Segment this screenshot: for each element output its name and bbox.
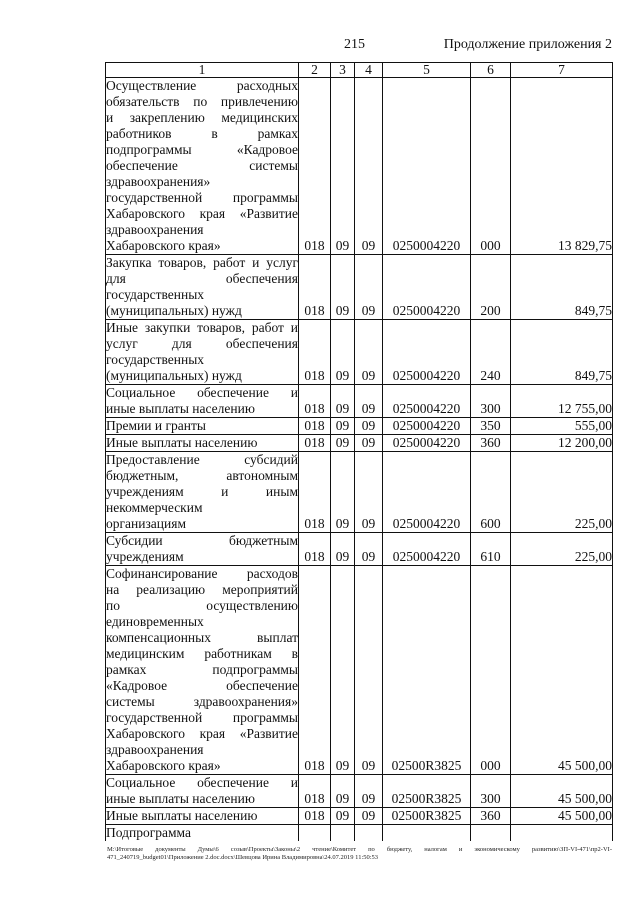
expense-name-cell <box>106 452 299 533</box>
amount-cell: 849,75 <box>511 320 613 385</box>
expense-name-line: Иные выплаты населению <box>106 808 258 823</box>
section-cell: 09 <box>331 255 355 320</box>
expense-name-line: организациям <box>106 516 187 531</box>
expense-name-line: на реализацию мероприятий <box>106 582 298 597</box>
expense-name-line: для обеспечения <box>106 271 298 286</box>
amount-cell: 225,00 <box>511 452 613 533</box>
amount-cell: 12 755,00 <box>511 385 613 418</box>
expense-name-line: компенсационных выплат <box>106 630 298 645</box>
expense-type-cell: 000 <box>471 566 511 775</box>
expense-name-cell <box>106 435 299 452</box>
expense-type-cell: 300 <box>471 775 511 808</box>
target-article-cell: 0250004220 <box>383 418 471 435</box>
expense-name-cell <box>106 418 299 435</box>
table-row <box>106 775 613 808</box>
target-article-cell <box>383 825 471 842</box>
subsection-cell: 09 <box>355 320 383 385</box>
subsection-cell: 09 <box>355 255 383 320</box>
expense-name-line: иные выплаты населению <box>106 401 255 416</box>
expense-name-line: Софинансирование расходов <box>106 566 298 581</box>
subsection-cell: 09 <box>355 452 383 533</box>
expense-type-cell: 610 <box>471 533 511 566</box>
admin-code-cell: 018 <box>299 255 331 320</box>
section-cell: 09 <box>331 452 355 533</box>
expense-name-line: услуг для обеспечения <box>106 336 298 351</box>
table-row <box>106 533 613 566</box>
expense-name-cell <box>106 808 299 825</box>
expense-name-line: Премии и гранты <box>106 418 206 433</box>
admin-code-cell: 018 <box>299 775 331 808</box>
expense-name-line: Хабаровского края» <box>106 758 221 773</box>
expense-name-line: и закреплению медицинских <box>106 110 298 125</box>
amount-cell: 849,75 <box>511 255 613 320</box>
section-cell: 09 <box>331 808 355 825</box>
section-cell: 09 <box>331 435 355 452</box>
subsection-cell: 09 <box>355 808 383 825</box>
expense-name-line: Осуществление расходных <box>106 78 298 93</box>
section-cell: 09 <box>331 533 355 566</box>
column-number: 7 <box>511 63 613 78</box>
expense-type-cell: 360 <box>471 808 511 825</box>
expense-name-line: рамках подпрограммы <box>106 662 298 677</box>
expense-name-line: Субсидии бюджетным <box>106 533 298 548</box>
footer-line: М:\Итоговые документы Думы\6 созыв\Проекты\Законы\2 чтение\Комитет по бюджету, налогам и экономическому развитию\ЗП-VI-471\пр2-VI- <box>107 846 612 853</box>
table-row <box>106 808 613 825</box>
admin-code-cell: 018 <box>299 566 331 775</box>
expense-name-line: (муниципальных) нужд <box>106 368 242 383</box>
expense-name-cell <box>106 825 299 842</box>
target-article-cell: 02500R3825 <box>383 775 471 808</box>
table-row <box>106 566 613 775</box>
admin-code-cell <box>299 825 331 842</box>
amount-cell: 225,00 <box>511 533 613 566</box>
expense-name-line: Социальное обеспечение и <box>106 385 298 400</box>
table-row <box>106 435 613 452</box>
admin-code-cell: 018 <box>299 320 331 385</box>
target-article-cell: 0250004220 <box>383 452 471 533</box>
column-number: 6 <box>471 63 511 78</box>
expense-name-line: обеспечение системы <box>106 158 298 173</box>
continuation-title: Продолжение приложения 2 <box>443 37 612 52</box>
column-number: 4 <box>355 63 383 78</box>
expense-name-line: здравоохранения» <box>106 174 211 189</box>
expense-name-line: Подпрограмма <box>106 825 191 840</box>
section-cell: 09 <box>331 78 355 255</box>
expense-type-cell: 600 <box>471 452 511 533</box>
expense-name-cell <box>106 385 299 418</box>
amount-cell: 555,00 <box>511 418 613 435</box>
column-number-row <box>106 63 613 78</box>
subsection-cell: 09 <box>355 435 383 452</box>
target-article-cell: 0250004220 <box>383 435 471 452</box>
expense-name-line: Предоставление субсидий <box>106 452 298 467</box>
expense-name-line: учреждениям и иным <box>106 484 298 499</box>
expense-name-line: (муниципальных) нужд <box>106 303 242 318</box>
subsection-cell: 09 <box>355 385 383 418</box>
amount-cell: 45 500,00 <box>511 566 613 775</box>
expense-name-line: по осуществлению <box>106 598 298 613</box>
target-article-cell: 0250004220 <box>383 320 471 385</box>
expense-type-cell <box>471 825 511 842</box>
footer-line: 471_240719_budget01\Приложение 2.doc.docx\Шевцова Ирина Владимировна\24.07.2019 11:50:53 <box>107 854 379 861</box>
expense-name-line: медицинским работникам в <box>106 646 298 661</box>
expense-name-line: единовременных <box>106 614 204 629</box>
expense-name-line: государственной программы <box>106 710 298 725</box>
expense-type-cell: 350 <box>471 418 511 435</box>
expense-name-line: государственной программы <box>106 190 298 205</box>
amount-cell <box>511 825 613 842</box>
amount-cell: 12 200,00 <box>511 435 613 452</box>
admin-code-cell: 018 <box>299 385 331 418</box>
expense-name-line: работников в рамках <box>106 126 298 141</box>
target-article-cell: 02500R3825 <box>383 566 471 775</box>
target-article-cell: 0250004220 <box>383 255 471 320</box>
expense-name-line: государственных <box>106 352 205 367</box>
table-row <box>106 418 613 435</box>
admin-code-cell: 018 <box>299 533 331 566</box>
subsection-cell: 09 <box>355 418 383 435</box>
section-cell: 09 <box>331 418 355 435</box>
expense-name-cell <box>106 320 299 385</box>
expense-name-line: подпрограммы «Кадровое <box>106 142 298 157</box>
table-row <box>106 452 613 533</box>
admin-code-cell: 018 <box>299 808 331 825</box>
subsection-cell: 09 <box>355 775 383 808</box>
expense-name-line: «Кадровое обеспечение <box>106 678 298 693</box>
page-number: 215 <box>344 37 365 52</box>
expense-name-cell <box>106 566 299 775</box>
budget-table <box>105 62 613 841</box>
subsection-cell <box>355 825 383 842</box>
section-cell: 09 <box>331 566 355 775</box>
expense-name-line: учреждениям <box>106 549 184 564</box>
table-row <box>106 78 613 255</box>
subsection-cell: 09 <box>355 533 383 566</box>
expense-name-line: Иные закупки товаров, работ и <box>106 320 298 335</box>
column-number: 2 <box>299 63 331 78</box>
expense-type-cell: 000 <box>471 78 511 255</box>
expense-name-line: Закупка товаров, работ и услуг <box>106 255 298 270</box>
expense-name-line: здравоохранения <box>106 222 204 237</box>
expense-name-line: Иные выплаты населению <box>106 435 258 450</box>
table-row <box>106 825 613 842</box>
admin-code-cell: 018 <box>299 78 331 255</box>
target-article-cell: 0250004220 <box>383 533 471 566</box>
expense-name-line: Хабаровского края «Развитие <box>106 726 298 741</box>
expense-name-line: иные выплаты населению <box>106 791 255 806</box>
expense-name-line: системы здравоохранения» <box>106 694 298 709</box>
table-row <box>106 385 613 418</box>
table-row <box>106 320 613 385</box>
section-cell: 09 <box>331 385 355 418</box>
file-path-footer <box>107 846 612 862</box>
expense-name-cell <box>106 533 299 566</box>
admin-code-cell: 018 <box>299 452 331 533</box>
expense-name-line: Хабаровского края» <box>106 238 221 253</box>
expense-name-line: государственных <box>106 287 205 302</box>
expense-name-line: Хабаровского края «Развитие <box>106 206 298 221</box>
target-article-cell: 0250004220 <box>383 78 471 255</box>
column-number: 1 <box>106 63 299 78</box>
section-cell <box>331 825 355 842</box>
expense-type-cell: 240 <box>471 320 511 385</box>
expense-name-line: Социальное обеспечение и <box>106 775 298 790</box>
column-number: 5 <box>383 63 471 78</box>
amount-cell: 45 500,00 <box>511 808 613 825</box>
subsection-cell: 09 <box>355 566 383 775</box>
expense-name-cell <box>106 775 299 808</box>
target-article-cell: 0250004220 <box>383 385 471 418</box>
expense-name-cell <box>106 78 299 255</box>
expense-type-cell: 200 <box>471 255 511 320</box>
target-article-cell: 02500R3825 <box>383 808 471 825</box>
expense-name-cell <box>106 255 299 320</box>
amount-cell: 45 500,00 <box>511 775 613 808</box>
table-row <box>106 255 613 320</box>
section-cell: 09 <box>331 775 355 808</box>
expense-name-line: некоммерческим <box>106 500 203 515</box>
admin-code-cell: 018 <box>299 435 331 452</box>
admin-code-cell: 018 <box>299 418 331 435</box>
expense-name-line: здравоохранения <box>106 742 204 757</box>
expense-type-cell: 360 <box>471 435 511 452</box>
expense-type-cell: 300 <box>471 385 511 418</box>
subsection-cell: 09 <box>355 78 383 255</box>
section-cell: 09 <box>331 320 355 385</box>
amount-cell: 13 829,75 <box>511 78 613 255</box>
expense-name-line: бюджетным, автономным <box>106 468 298 483</box>
column-number: 3 <box>331 63 355 78</box>
expense-name-line: обязательств по привлечению <box>106 94 298 109</box>
